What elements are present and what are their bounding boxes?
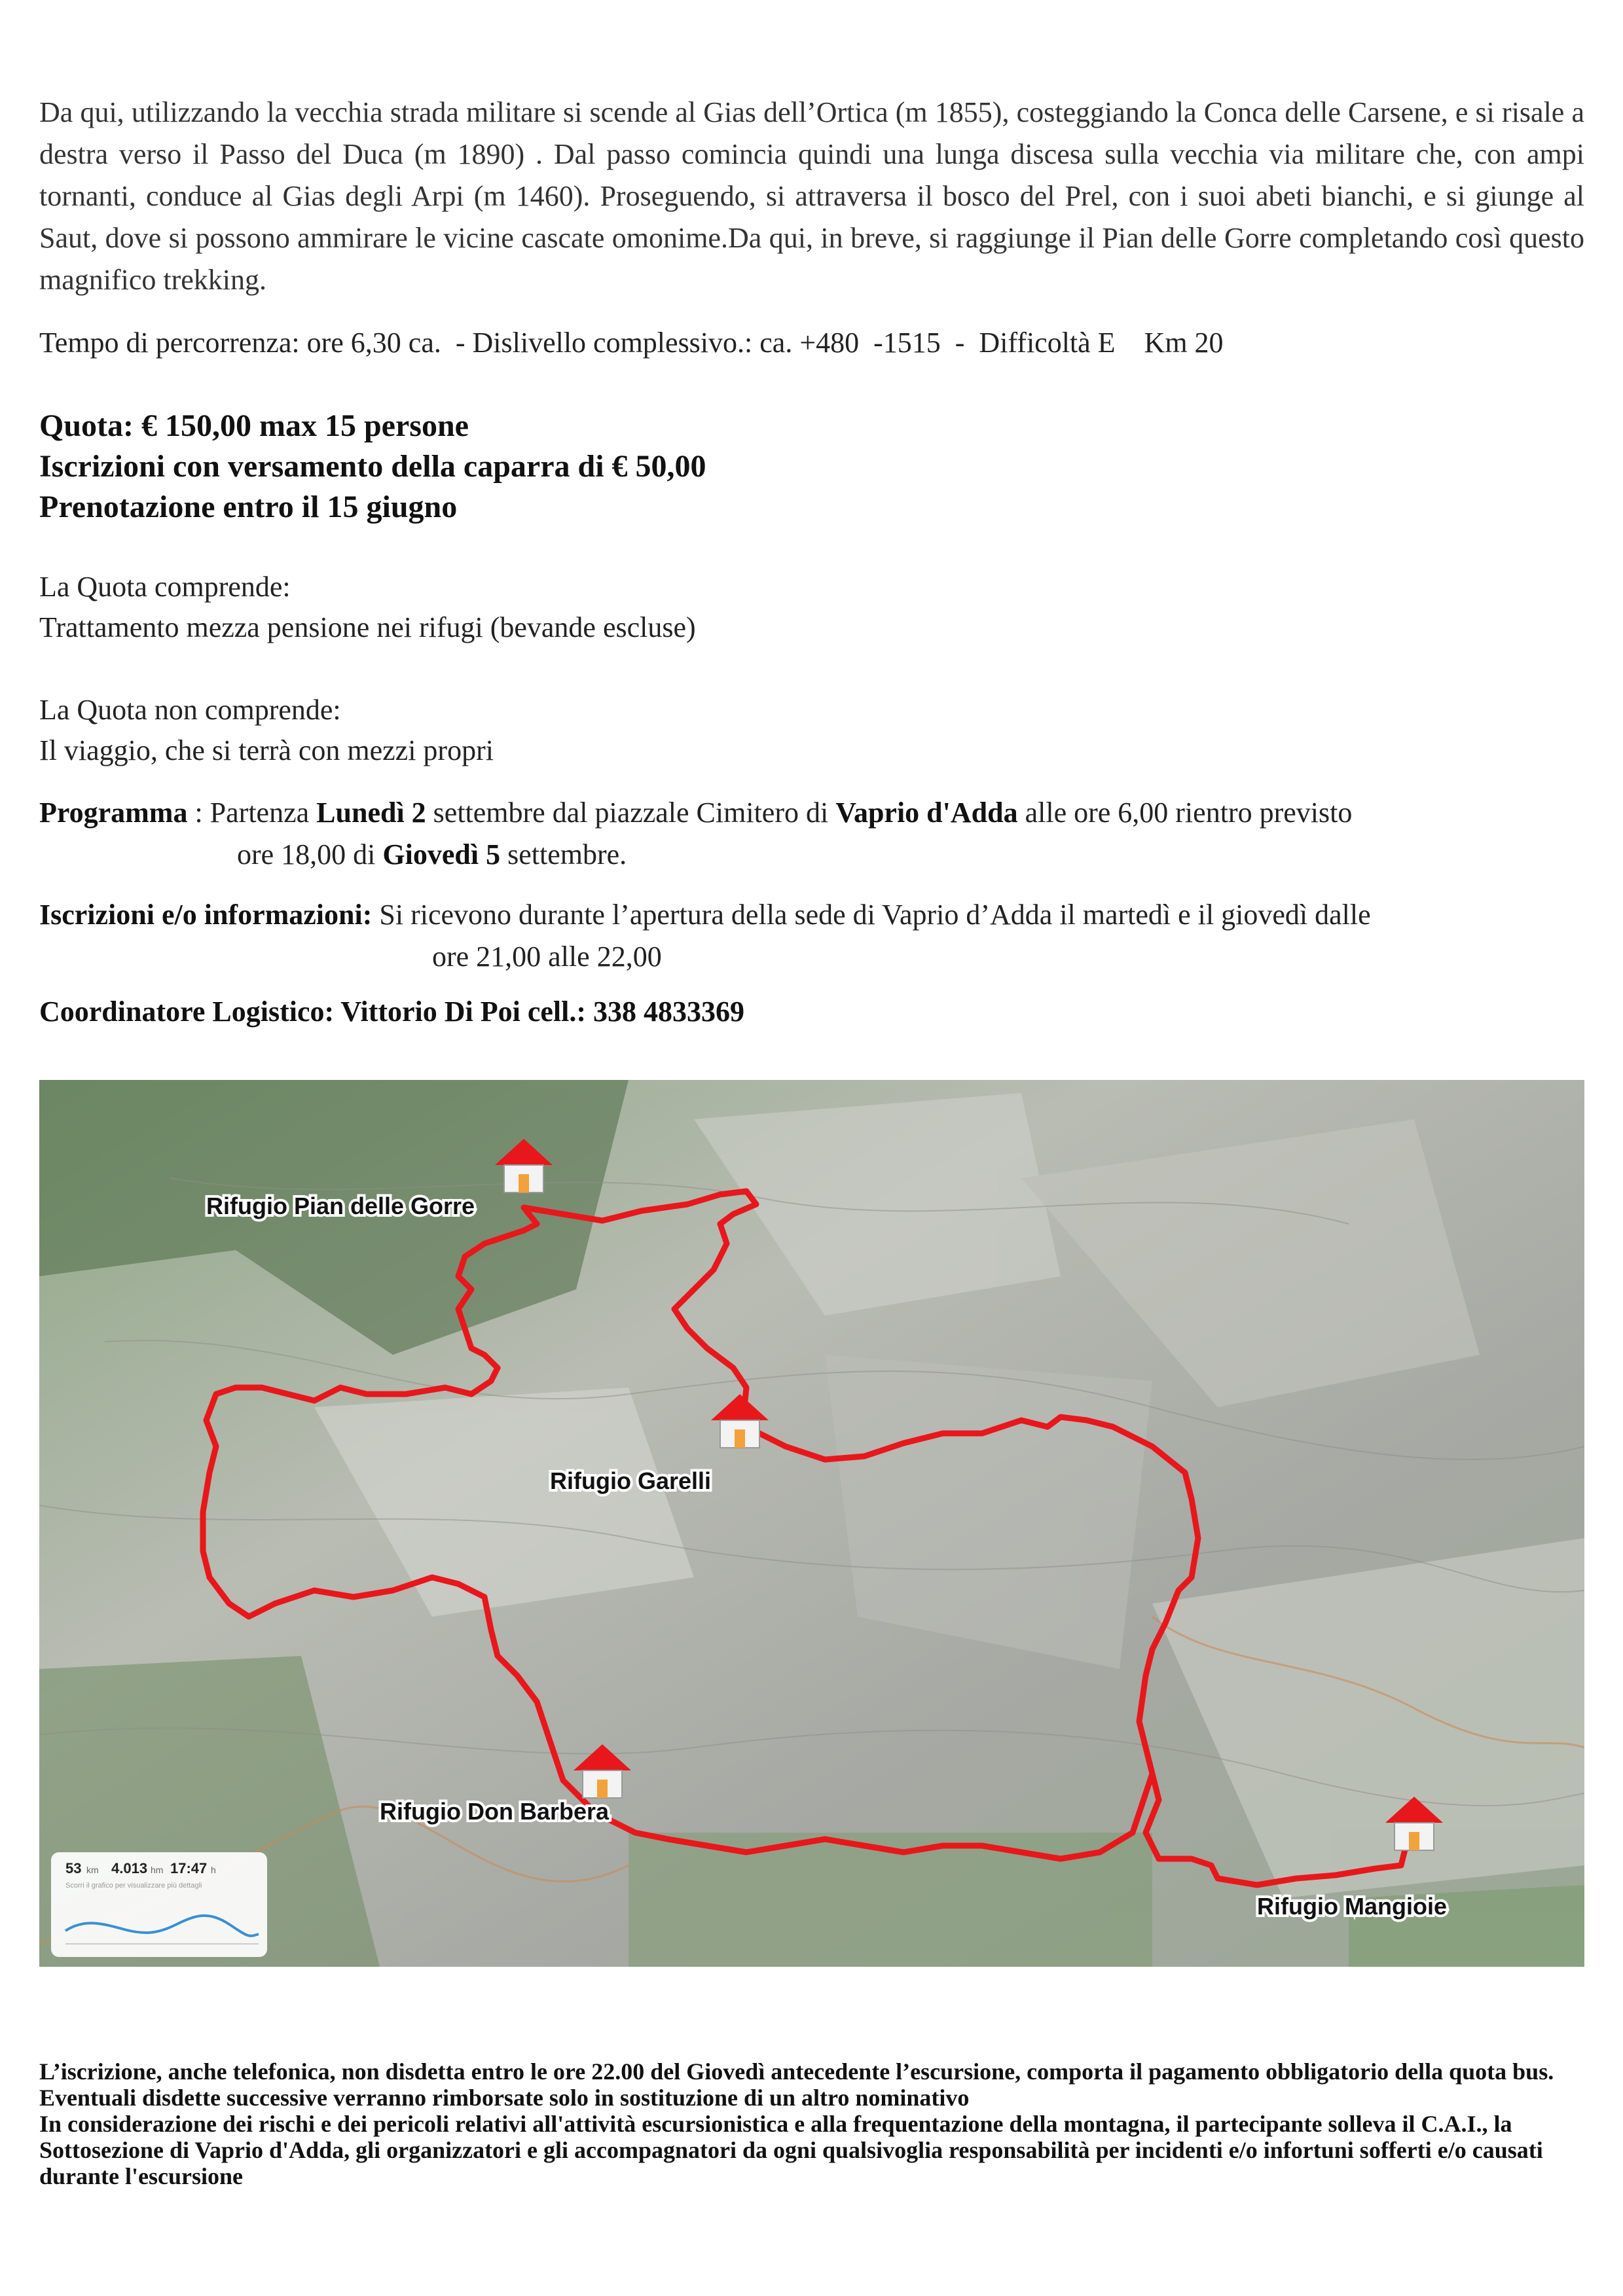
programme-block [39, 792, 1352, 876]
stat-distance: 53 [65, 1860, 82, 1876]
label-garelli: Rifugio Garelli [550, 1467, 712, 1494]
coordinator-line: Coordinatore Logistico: Vittorio Di Poi cell.: 338 4833369 [39, 996, 745, 1028]
excludes-text: Il viaggio, che si terrà con mezzi propri [39, 734, 494, 766]
liability-waiver: In considerazione dei rischi e dei pericoli relativi all'attività escursionistica e alla frequentazione della montagna, il partecipante solleva il C.A.I., la Sottosezione di Vaprio d'Adda, gli organizzatori e gli accompagnatori da ogni qualsivoglia responsabilità per incidenti e/o infortuni sofferti e/o causati durante l'escursione [39, 2111, 1543, 2189]
programme-sep: : Partenza [187, 797, 317, 829]
label-mangioie: Rifugio Mangioie [1257, 1893, 1447, 1920]
programme-text-1: settembre dal piazzale Cimitero di [426, 797, 836, 829]
booking-deadline-line: Prenotazione entro il 15 giugno [39, 490, 458, 524]
label-pian-delle-gorre: Rifugio Pian delle Gorre [206, 1193, 475, 1219]
stat-time: 17:47 [170, 1860, 208, 1876]
departure-day: Lunedì 2 [316, 797, 426, 829]
programme-label: Programma [39, 797, 188, 829]
programme-text-2: alle ore 6,00 rientro previsto [1017, 797, 1353, 829]
intro-paragraph: Da qui, utilizzando la vecchia strada militare si scende al Gias dell’Ortica (m 1855), costeggiando la Conca delle Carsene, e si risale a destra verso il Passo del Duca (m 1890) . Dal passo comincia quindi una lunga discesa sulla vecchia via militare che, con ampi tornanti, conduce al Gias degli Arpi (m 1460). Proseguendo, si attraversa il bosco del Prel, con i suoi abeti bianchi, e si giunge al Saut, dove si possono ammirare le vicine cascate omonime.Da qui, in breve, si raggiunge il Pian delle Gorre completando così questo magnifico trekking. [39, 96, 1584, 296]
includes-text: Trattamento mezza pensione nei rifugi (bevande escluse) [39, 611, 696, 643]
includes-title: La Quota comprende: [39, 571, 291, 603]
stat-elevation: 4.013 [111, 1860, 148, 1876]
quota-line: Quota: € 150,00 max 15 persone [39, 408, 469, 443]
price-block [39, 406, 706, 528]
cancellation-policy: L’iscrizione, anche telefonica, non disdetta entro le ore 22.00 del Giovedì antecedente l’escursione, comporta il pagamento obbligatorio della quota bus. Eventuali disdette successive verranno rimborsate solo in sostituzione di un altro nominativo [39, 2058, 1554, 2111]
stat-distance-unit: km [86, 1865, 99, 1875]
registration-hours: ore 21,00 alle 22,00 [432, 941, 662, 973]
excludes-title: La Quota non comprende: [39, 694, 341, 726]
departure-place: Vaprio d'Adda [835, 797, 1018, 829]
registration-text: Si ricevono durante l’apertura della sede di Vaprio d’Adda il martedì e il giovedì dalle [372, 899, 1371, 931]
includes-block [39, 567, 696, 648]
elevation-card [51, 1852, 267, 1957]
programme-text-4: settembre. [500, 838, 627, 870]
return-day: Giovedì 5 [382, 838, 501, 870]
stat-elevation-unit: hm [151, 1865, 164, 1875]
registration-block [39, 894, 1371, 978]
stat-hint: Scorri il grafico per visualizzare più dettagli [65, 1882, 202, 1890]
registration-label: Iscrizioni e/o informazioni: [39, 899, 373, 931]
stat-time-unit: h [211, 1865, 216, 1875]
excludes-block [39, 690, 494, 771]
deposit-line: Iscrizioni con versamento della caparra di € 50,00 [39, 449, 706, 484]
disclaimer [39, 2058, 1584, 2189]
label-don-barbera: Rifugio Don Barbera [380, 1798, 610, 1825]
route-map [39, 1080, 1584, 1967]
programme-text-3: ore 18,00 di [237, 838, 383, 870]
trip-details-line: Tempo di percorrenza: ore 6,30 ca. - Dislivello complessivo.: ca. +480 -1515 - Difficoltà E Km 20 [39, 327, 1224, 359]
